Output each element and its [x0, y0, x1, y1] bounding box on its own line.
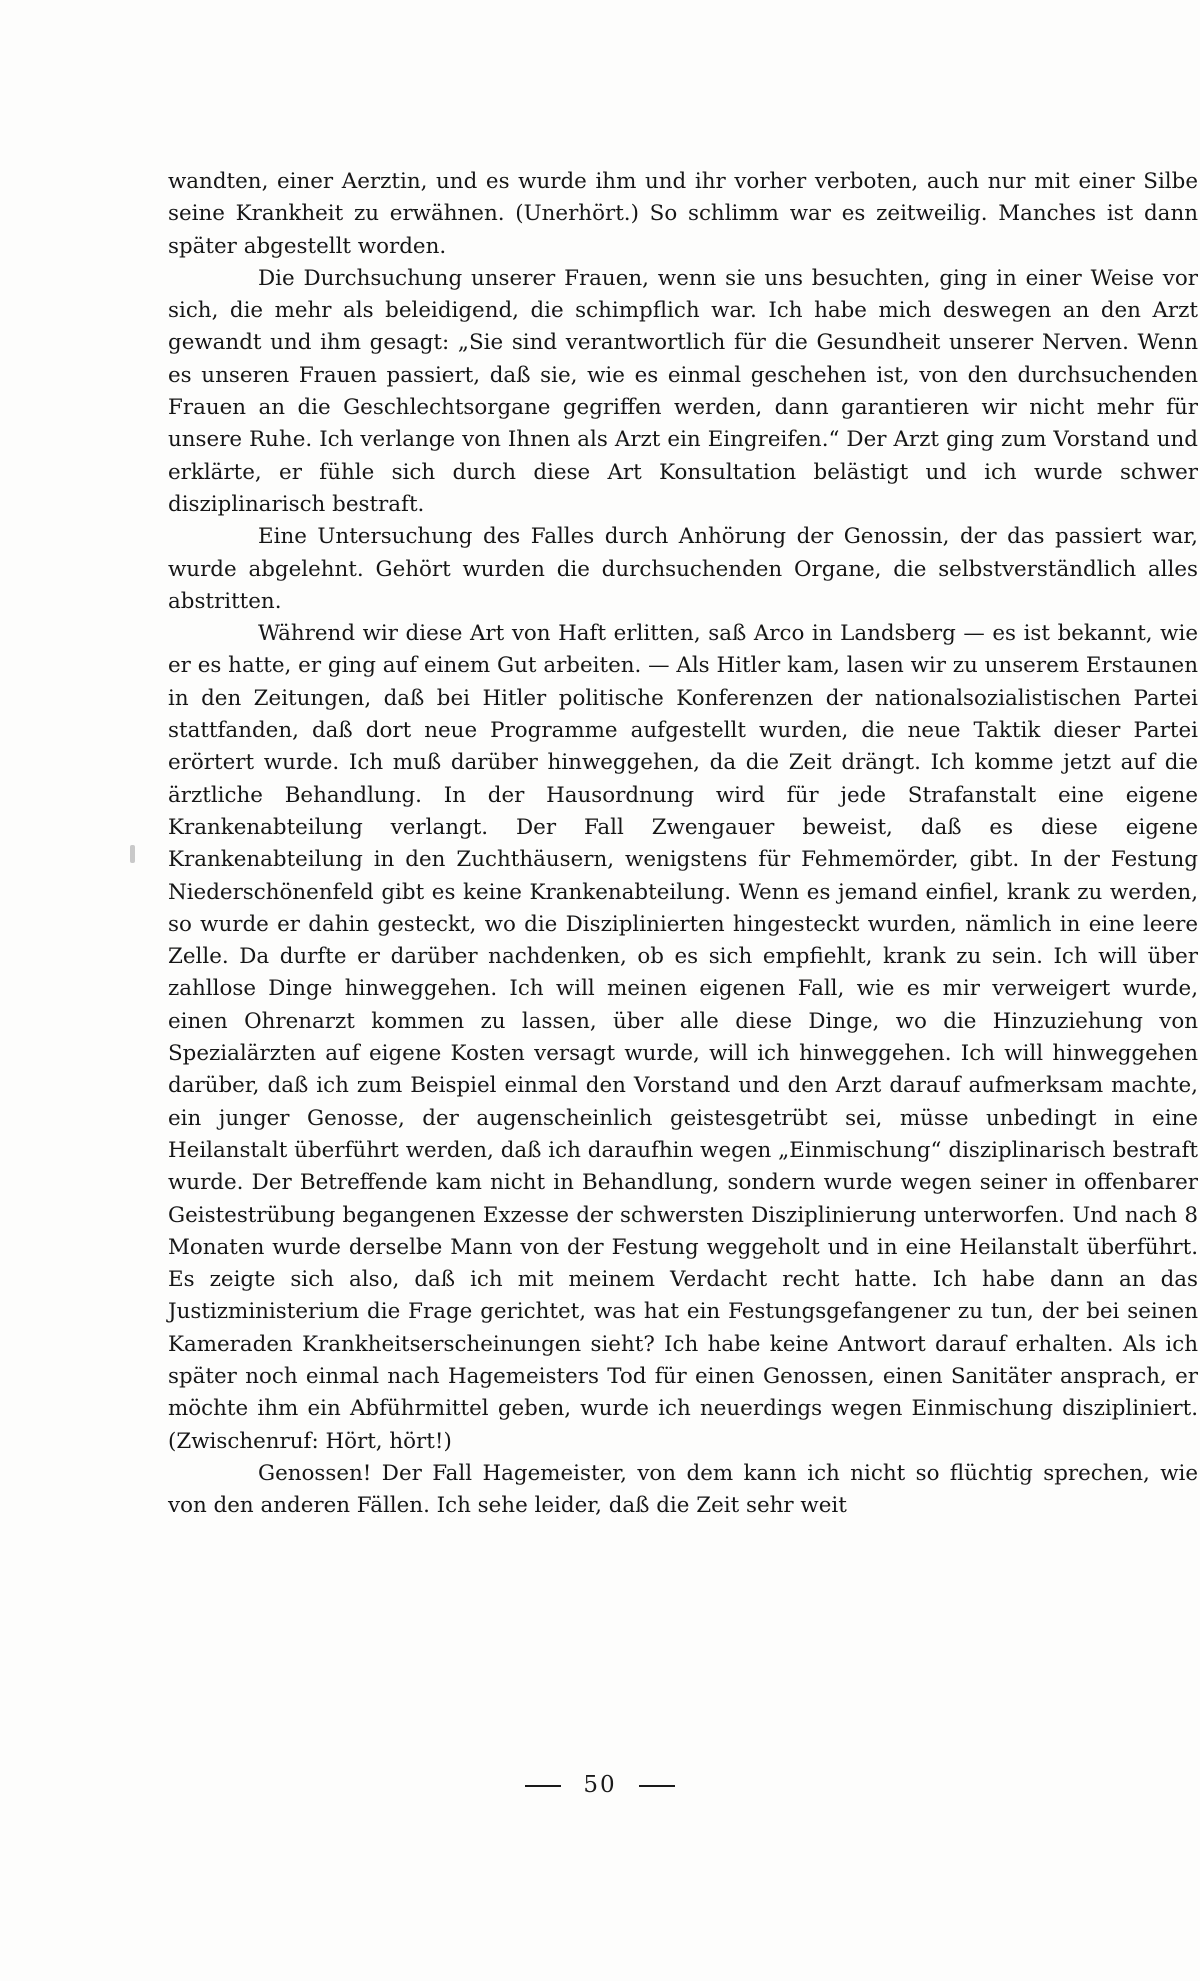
page-number: 50	[583, 1772, 617, 1798]
paragraph-hagemeister-case: Genossen! Der Fall Hagemeister, von dem kann ich nicht so flüchtig sprechen, wie von den anderen Fällen. Ich sehe leider, daß die Zeit sehr weit	[168, 1460, 1198, 1519]
footer-dash-right	[639, 1785, 675, 1787]
scan-speck	[130, 845, 135, 863]
page-footer	[0, 1772, 1200, 1798]
paragraph-continuation: wandten, einer Aerztin, und es wurde ihm und ihr vorher verboten, auch nur mit einer Silbe seine Krankheit zu erwähnen. (Unerhört.) So schlimm war es zeitweilig. Manches ist dann später abgestellt worden.	[168, 169, 1198, 259]
paragraph-search-of-wives: Die Durchsuchung unserer Frauen, wenn sie uns besuchten, ging in einer Weise vor sich, die mehr als beleidigend, die schimpflich war. Ich habe mich deswegen an den Arzt gewandt und ihm gesagt: „Sie sind verantwortlich für die Gesundheit unserer Nerven. Wenn es unseren Frauen passiert, daß sie, wie es einmal geschehen ist, von den durchsuchenden Frauen an die Geschlechtsorgane gegriffen werden, dann garantieren wir nicht mehr für unsere Ruhe. Ich verlange von Ihnen als Arzt ein Eingreifen.“ Der Arzt ging zum Vorstand und erklärte, er fühle sich durch diese Art Konsultation belästigt und ich wurde schwer disziplinarisch bestraft.	[168, 265, 1198, 517]
footer-dash-left	[525, 1785, 561, 1787]
paragraph-medical-treatment: Während wir diese Art von Haft erlitten, saß Arco in Landsberg — es ist bekannt, wie er es hatte, er ging auf einem Gut arbeiten. — Als Hitler kam, lasen wir zu unserem Erstaunen in den Zeitungen, daß bei Hitler politische Konferenzen der nationalsozialistischen Partei stattfanden, daß dort neue Programme aufgestellt wurden, die neue Taktik dieser Partei erörtert wurde. Ich muß darüber hinweggehen, da die Zeit drängt. Ich komme jetzt auf die ärztliche Behandlung. In der Hausordnung wird für jede Strafanstalt eine eigene Krankenabteilung verlangt. Der Fall Zwengauer beweist, daß es diese eigene Krankenabteilung in den Zuchthäusern, wenigstens für Fehmemörder, gibt. In der Festung Niederschönenfeld gibt es keine Krankenabteilung. Wenn es jemand einfiel, krank zu werden, so wurde er dahin gesteckt, wo die Disziplinierten hingesteckt wurden, nämlich in eine leere Zelle. Da durfte er darüber nachdenken, ob es sich empfiehlt, krank zu sein. Ich will über zahllose Dinge hinweggehen. Ich will meinen eigenen Fall, wie es mir verweigert wurde, einen Ohrenarzt kommen zu lassen, über alle diese Dinge, wo die Hinzuziehung von Spezialärzten auf eigene Kosten versagt wurde, will ich hinweggehen. Ich will hinweggehen darüber, daß ich zum Beispiel einmal den Vorstand und den Arzt darauf aufmerksam machte, ein junger Genosse, der augenscheinlich geistesgetrübt sei, müsse unbedingt in eine Heilanstalt überführt werden, daß ich daraufhin wegen „Einmischung“ disziplinarisch bestraft wurde. Der Betreffende kam nicht in Behandlung, sondern wurde wegen seiner in offenbarer Geistestrübung begangenen Exzesse der schwersten Disziplinierung unterworfen. Und nach 8 Monaten wurde derselbe Mann von der Festung weggeholt und in eine Heilanstalt überführt. Es zeigte sich also, daß ich mit meinem Verdacht recht hatte. Ich habe dann an das Justizministerium die Frage gerichtet, was hat ein Festungsgefangener zu tun, der bei seinen Kameraden Krankheitserscheinungen sieht? Ich habe keine Antwort darauf erhalten. Als ich später noch einmal nach Hagemeisters Tod für einen Genossen, einen Sanitäter ansprach, er möchte ihm ein Abführmittel geben, wurde ich neuerdings wegen Einmischung diszipliniert. (Zwischenruf: Hört, hört!)	[168, 621, 1198, 1454]
paragraph-investigation-refused: Eine Untersuchung des Falles durch Anhörung der Genossin, der das passiert war, wurde abgelehnt. Gehört wurden die durchsuchenden Organe, die selbstverständlich alles abstritten.	[168, 524, 1198, 614]
body-text	[168, 166, 1198, 1522]
